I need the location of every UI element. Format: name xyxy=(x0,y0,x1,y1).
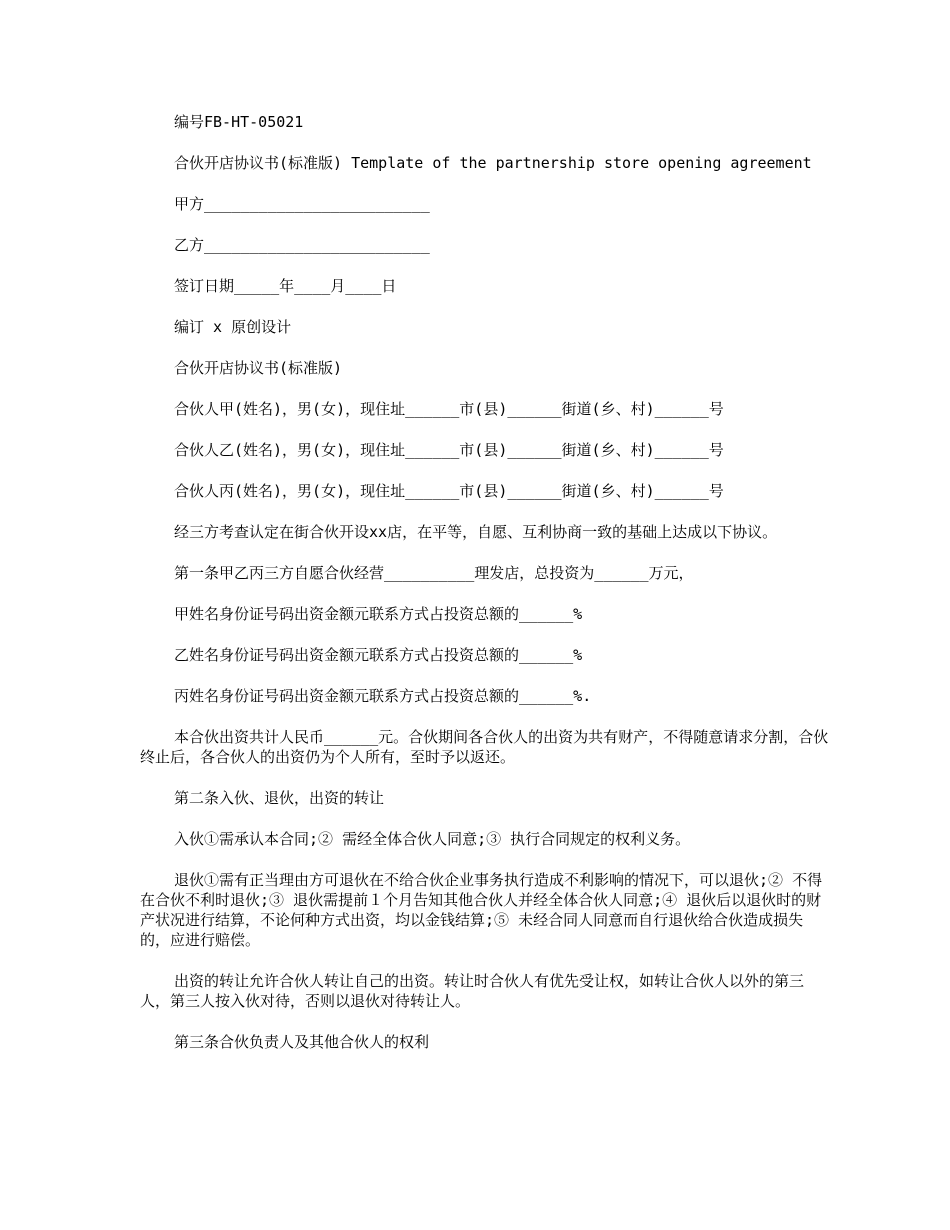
investment-b-line: 乙姓名身份证号码出资金额元联系方式占投资总额的______% xyxy=(174,646,583,664)
article-1: 第一条甲乙丙三方自愿合伙经营__________理发店，总投资为______万元， xyxy=(174,564,694,582)
compiled-by-line: 编订 x 原创设计 xyxy=(174,318,292,336)
document-subtitle: 合伙开店协议书(标准版) xyxy=(174,359,343,377)
sign-date-line: 签订日期_____年____月____日 xyxy=(174,277,397,295)
join-paragraph: 入伙①需承认本合同;② 需经全体合伙人同意;③ 执行合同规定的权利义务。 xyxy=(174,830,691,848)
article-3-heading: 第三条合伙负责人及其他合伙人的权利 xyxy=(174,1033,430,1051)
document-title: 合伙开店协议书(标准版) Template of the partnership store opening agreement xyxy=(174,154,812,172)
investment-c-line: 丙姓名身份证号码出资金额元联系方式占投资总额的______%. xyxy=(174,687,592,705)
party-b-line: 乙方_________________________ xyxy=(174,236,430,254)
withdraw-paragraph: 退伙①需有正当理由方可退伙在不给合伙企业事务执行造成不利影响的情况下，可以退伙;② 不得在合伙不利时退伙;③ 退伙需提前１个月告知其他合伙人并经全体合伙人同意;④ 退伙后以退伙时的财产状况进行结算，不论何种方式出资，均以金钱结算;⑤ 未经合同人同意而自行退伙给合伙造成损失的，应进行赔偿。 xyxy=(140,871,823,949)
partner-c-line: 合伙人丙(姓名)，男(女)，现住址______市(县)______街道(乡、村)______号 xyxy=(174,482,724,500)
transfer-paragraph: 出资的转让允许合伙人转让自己的出资。转让时合伙人有优先受让权，如转让合伙人以外的第三人，第三人按入伙对待，否则以退伙对待转让人。 xyxy=(140,972,805,1010)
investment-a-line: 甲姓名身份证号码出资金额元联系方式占投资总额的______% xyxy=(174,605,583,623)
partner-a-line: 合伙人甲(姓名)，男(女)，现住址______市(县)______街道(乡、村)______号 xyxy=(174,400,724,418)
document-number: 编号FB-HT-05021 xyxy=(174,113,304,131)
document-page xyxy=(140,112,830,1073)
party-a-line: 甲方_________________________ xyxy=(174,195,430,213)
partner-b-line: 合伙人乙(姓名)，男(女)，现住址______市(县)______街道(乡、村)______号 xyxy=(174,441,724,459)
capital-paragraph: 本合伙出资共计人民币______元。合伙期间各合伙人的出资为共有财产，不得随意请求分割，合伙终止后，各合伙人的出资仍为个人所有，至时予以返还。 xyxy=(140,728,829,766)
intro-paragraph: 经三方考查认定在街合伙开设xx店，在平等，自愿、互利协商一致的基础上达成以下协议。 xyxy=(174,523,778,541)
article-2-heading: 第二条入伙、退伙，出资的转让 xyxy=(174,789,385,807)
